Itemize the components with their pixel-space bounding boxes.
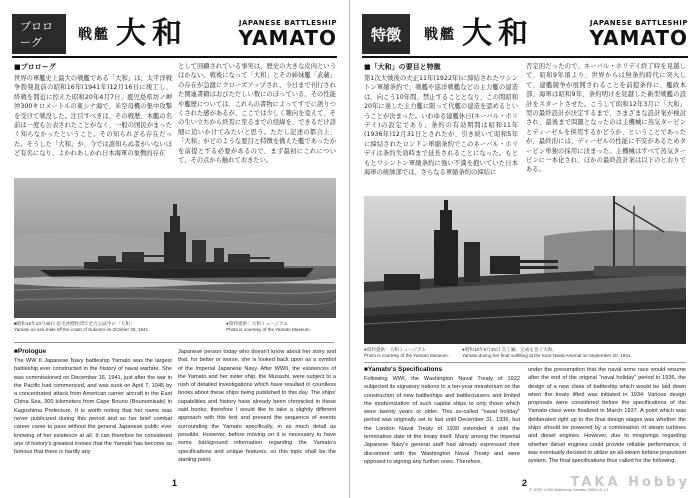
jp-heading: ■プロローグ [14, 63, 56, 71]
caption-jp: ■昭和16年10月30日 宿毛沖標柱間で全力公試中の「大和」 [14, 321, 135, 326]
brand-sub: JAPANESE BATTLESHIP [238, 19, 337, 27]
brand-main: YAMATO [238, 26, 337, 50]
header-rule [12, 56, 337, 58]
photo-yamato-outfitting [364, 196, 686, 344]
jp-text: として回顧されている事実は、歴史の大きな皮肉というほかない。戦後になって「大和」とその姉妹艦「武蔵」の存在が急激にクローズアップされ、今日まで刊行された関連書籍はおびただしい数にのぼっている。その性能や艦歴については、これらの書物によってすでに語りつくされた感があるが、ここでは少しく趣向を変えて、その生い立ちから終焉に至るまでの経緯を、できるだけ詳細に追いかけてみたいと思う。ただし記述の都合上、「大和」がどのような要目と特徴を備えた艦であったかを前提とする必要があるので、まず最初にこれについて、その点から触れておきたい。 [178, 63, 336, 165]
ship-photo-icon [364, 196, 686, 344]
brand-sub: JAPANESE BATTLESHIP [589, 19, 688, 27]
right-page [350, 0, 700, 498]
jp-heading: ■「大和」の要目と特徴 [364, 63, 441, 71]
en-text: Japanese person today who doesn't know about her story and that, for better or worse, she is looked back upon as a symbol of the Imperial Japanese Navy. After WWII, the existences of the Yamato and her sister ship, the Musashi, were subject to a rush of detailed investigations which have resulted in countless books about these ships being published to this day. The ships' capabilities and history have already been chronicled in these said books; therefore I would like to take a slightly different approach with this text and present the sequence of events surrounding the Yamato specifically, in as much detail as possible. However, before moving on it is necessary to have some background information regarding the Yamato's specifications and unique features, so this topic shall be the starting point. [178, 349, 336, 463]
title-big: 大和 [462, 16, 534, 51]
photo-caption-right [462, 347, 688, 359]
jp-text: 世界の軍艦史上最大の戦艦である「大和」は、太平洋戦争勃発直前の昭和16年(1941年)12月16日に竣工し、終戦を間近に控えた昭和20年4月7日、鹿児島県坊ノ岬沖300キロメートルの東シナ海で、米空母機の集中攻撃を受けて戦没した。注目すべきは、その戦歴、本艦の名前は一度も公表されたことがなく、一般の国民がまったく知らなかったということ。その知られざる存在だった。そうした「大和」が、今では誰知らぬ者がいないほど有名になり、よかれあしかれ日本海軍の象徴的存在 [14, 75, 172, 158]
section-tag: プロローグ [12, 14, 66, 54]
title-small: 戦艦 [424, 27, 456, 43]
photo-caption-left [14, 321, 214, 333]
page-header [12, 14, 337, 54]
copyright: © 2009 1/250 Battleship Yamato 2009-10-13 [529, 487, 608, 492]
credit-en: Photo is courtesy of the Yamato Museum. [226, 327, 311, 332]
jp-column-1 [364, 62, 518, 177]
title-small: 戦艦 [78, 27, 110, 43]
header-rule [362, 56, 688, 58]
section-tag: 特徴 [362, 14, 410, 54]
jp-text: 第1次大戦後の大正11年(1922年)に締結されたワシントン軍縮条約で、戦艦や巡洋戦艦などの主力艦の建造は、向こう10年間、禁止することとなり、この間昭和20年に達した主力艦に限って代艦の建造を認めるということが決まった。いわゆる建艦休日(ネーバル・ホリデイ)の設定であり、条約の有効期間は昭和11年(1936年)12月31日とされたが、引き続いて昭和5年に締結されたロンドン軍縮条約でこのネーバル・ホリデイは条約失効時まで延長されることになった。もともとワシントン軍縮条約に強い不満を抱いていた日本海軍の統帥部では、さらなる軍縮条約の締結に [364, 75, 518, 177]
divider [14, 342, 334, 343]
en-text: Following WWI, the Washington Naval Treaty of 1922 subjected its signatory nations to a ten-year moratorium on the construction of new battleships and battlecruisers and limited the modernization of such capital ships to only those which were twenty years or older. This so-called "naval holiday" period was originally set to last until December 31, 1936, but the London Naval Treaty of 1930 extended it until the termination date of the treaty itself. Many among the Imperial Japanese Navy's general staff had already expressed their discontent with the Washington Naval Treaty and were opposed to signing any further ones. Therefore, [364, 376, 520, 465]
page-number: 1 [172, 478, 178, 488]
jp-text: 否定的だったので、ネーバル・ホリデイ終了時を見越して、昭和9年頃より、世界からは無条約時代に突入して、建艦競争が展開されることを前提条件に、艦政本部、海軍は昭和9年、条約明けを見越した新型戦艦の設計をスタートさせた。こうして昭和12年3月に「大和」型の最終設計が決定するまで、さまざまな設計案が検討され、最後まで問題となったのは主機械に蒸気タービンとディーゼルを併用するかどうか、ということであったが、最終的には、ディーゼルの性能に不安があるためタービン単独の採用に決まった。主機械はすべて蒸気タービンに一本化され、ほかの最終設計案は以下のとおりである。 [526, 63, 686, 174]
jp-column-1 [14, 62, 172, 159]
credit-jp: ●資料提供：大和ミュージアム [364, 347, 426, 352]
brand-main: YAMATO [589, 26, 688, 50]
caption-jp: ●昭和16年9月20日 呉工廠、完成を急ぐ大和。 [462, 347, 557, 352]
photo-credit-right [364, 347, 458, 359]
caption-en: Yamato during her final outfitting at the Kure Naval Arsenal on September 20, 1941. [462, 353, 632, 358]
watermark-logo: TAKA Hobby [570, 475, 690, 490]
divider [364, 362, 686, 363]
page-header [362, 14, 688, 54]
jp-column-2 [178, 62, 336, 165]
en-column-1 [14, 348, 172, 457]
jp-column-2 [526, 62, 686, 175]
title-big: 大和 [116, 16, 188, 51]
ship-photo-icon [14, 178, 336, 318]
en-column-1 [364, 366, 520, 466]
credit-jp: ●資料提供：大和ミュージアム [226, 321, 288, 326]
photo-credit-left [226, 321, 338, 333]
brand-logo [237, 14, 337, 54]
en-heading: ■Yamato's Specifications [364, 366, 443, 373]
en-column-2 [528, 366, 686, 466]
en-text: under the presumption that the naval arms race would resume after the end of the original "naval holiday" period in 1936, the design of a new class of battleship which would be laid down when the treaty lifted was initiated in 1934. Various design proposals were considered before the specifications of the Yamato-class were finalized in March 1937. A point which was deliberated right up to the final design stages was whether the ships should be powered by a combination of steam turbines and diesel engines. However, due to misgivings regarding whether diesel engines could provide reliable performance, it was eventually decided to utilize an all-steam turbine propulsion system. The final specifications thus called for the following: [528, 367, 686, 465]
credit-en: Photo is courtesy of the Yamato Museum. [364, 353, 449, 358]
brand-logo [588, 14, 688, 54]
en-column-2 [178, 348, 336, 464]
photo-yamato-sea-trials [14, 178, 336, 318]
en-text: The WW II Japanese Navy battleship Yamato was the largest battleship ever constructed in the history of naval warfare. She was commissioned on December 16, 1941, just after the war in the Pacific had commenced, and was sunk on April 7, 1945 by a concentrated attack from American carrier aircraft in the East China Sea, 300 kilometers from Cape Bouno (Bounomisaki) in Kagoshima Prefecture. It is worth noting that her name was never publicized during this period and so her brief combat career came to pass without the general Japanese public ever knowing of her existence at all. It can therefore be considered one of history's greatest ironies that the Yamato has become so famous that there is hardly any [14, 358, 172, 456]
en-heading: ■Prologue [14, 348, 47, 355]
caption-en: Yamato on sea trials off the coast of Sukumo on October 30, 1941. [14, 327, 150, 332]
page-number: 2 [522, 478, 528, 488]
